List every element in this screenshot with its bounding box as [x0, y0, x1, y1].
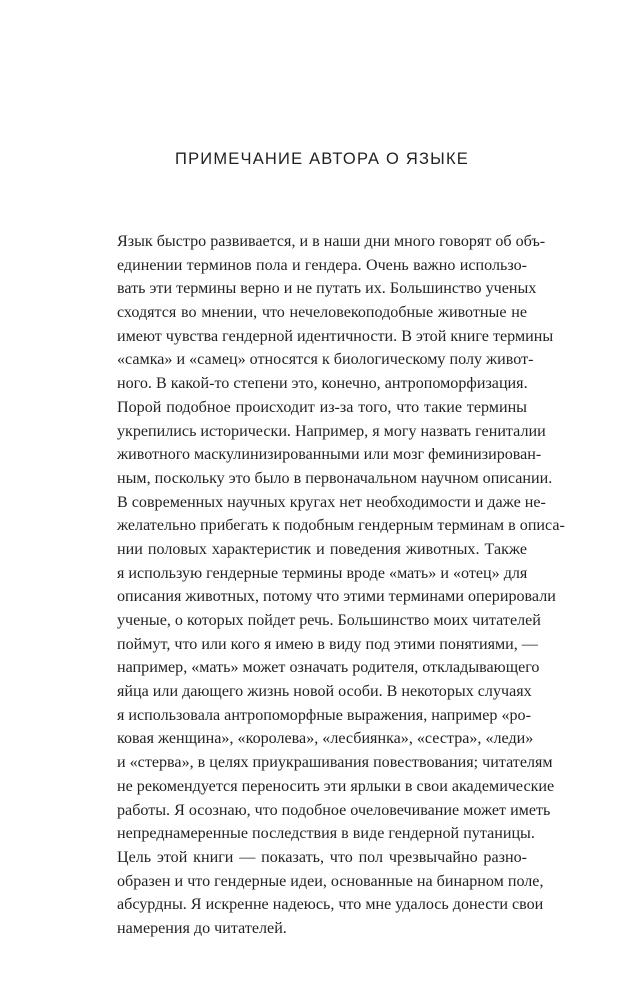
text-line: вать эти термины верно и не путать их. Большинство ученых — [117, 280, 537, 298]
text-line: Цель этой книги — показать, что пол чрезвычайно разно- — [117, 848, 527, 866]
text-line: ученые, о которых пойдет речь. Большинство моих читателей — [117, 612, 541, 629]
text-line: описания животных, потому что этими терминами оперировали — [117, 588, 556, 606]
text-line: Порой подобное происходит из-за того, что такие термины — [117, 398, 527, 416]
text-line: животного маскулинизированными или мозг феминизирован- — [117, 446, 542, 464]
text-line: ным, поскольку это было в первоначальном научном описании. — [117, 469, 553, 487]
text-line: ковая женщина», «королева», «лесбиянка», «сестра», «леди» — [117, 730, 534, 748]
text-line: яйца или дающего жизнь новой особи. В некоторых случаях — [117, 683, 532, 701]
text-line: единении терминов пола и гендера. Очень важно использо- — [117, 256, 527, 274]
text-line: ного. В какой-то степени это, конечно, антропоморфизация. — [117, 375, 528, 393]
text-line: например, «мать» может означать родителя, откладывающего — [117, 659, 540, 677]
text-line: «самка» и «самец» относятся к биологическому полу живот- — [117, 351, 534, 369]
text-line: непреднамеренные последствия в виде гендерной путаницы. — [117, 825, 535, 843]
text-line: работы. Я осознаю, что подобное очеловечивание может иметь — [117, 801, 551, 819]
text-line: нии половых характеристик и поведения животных. Также — [117, 540, 527, 558]
text-line: я использую гендерные термины вроде «мать» и «отец» для — [117, 564, 528, 582]
text-line: Язык быстро развивается, и в наши дни много говорят об объ- — [117, 233, 546, 250]
text-line: намерения до читателей. — [117, 919, 287, 937]
text-line: я использовала антропоморфные выражения, например «ро- — [117, 706, 531, 724]
text-line: поймут, что или кого я имею в виду под этими понятиями, — — [117, 635, 538, 653]
text-line: сходятся во мнении, что нечеловекоподобные животные не — [117, 304, 527, 322]
text-line: желательно прибегать к подобным гендерным терминам в описа- — [117, 517, 565, 535]
text-line: абсурдны. Я искренне надеюсь, что мне удалось донести свои — [117, 896, 544, 914]
text-line: укрепились исторически. Например, я могу назвать гениталии — [117, 422, 546, 440]
text-line: имеют чувства гендерной идентичности. В этой книге термины — [117, 327, 554, 345]
text-line: не рекомендуется переносить эти ярлыки в свои академические — [117, 777, 555, 795]
chapter-heading: ПРИМЕЧАНИЕ АВТОРА О ЯЗЫКЕ — [175, 150, 469, 168]
text-line: образен и что гендерные идеи, основанные на бинарном поле, — [117, 872, 544, 890]
body-paragraph — [117, 230, 565, 941]
text-line: и «стерва», в целях приукрашивания повествования; читателям — [117, 754, 553, 772]
text-line: В современных научных кругах нет необходимости и даже не- — [117, 493, 546, 511]
